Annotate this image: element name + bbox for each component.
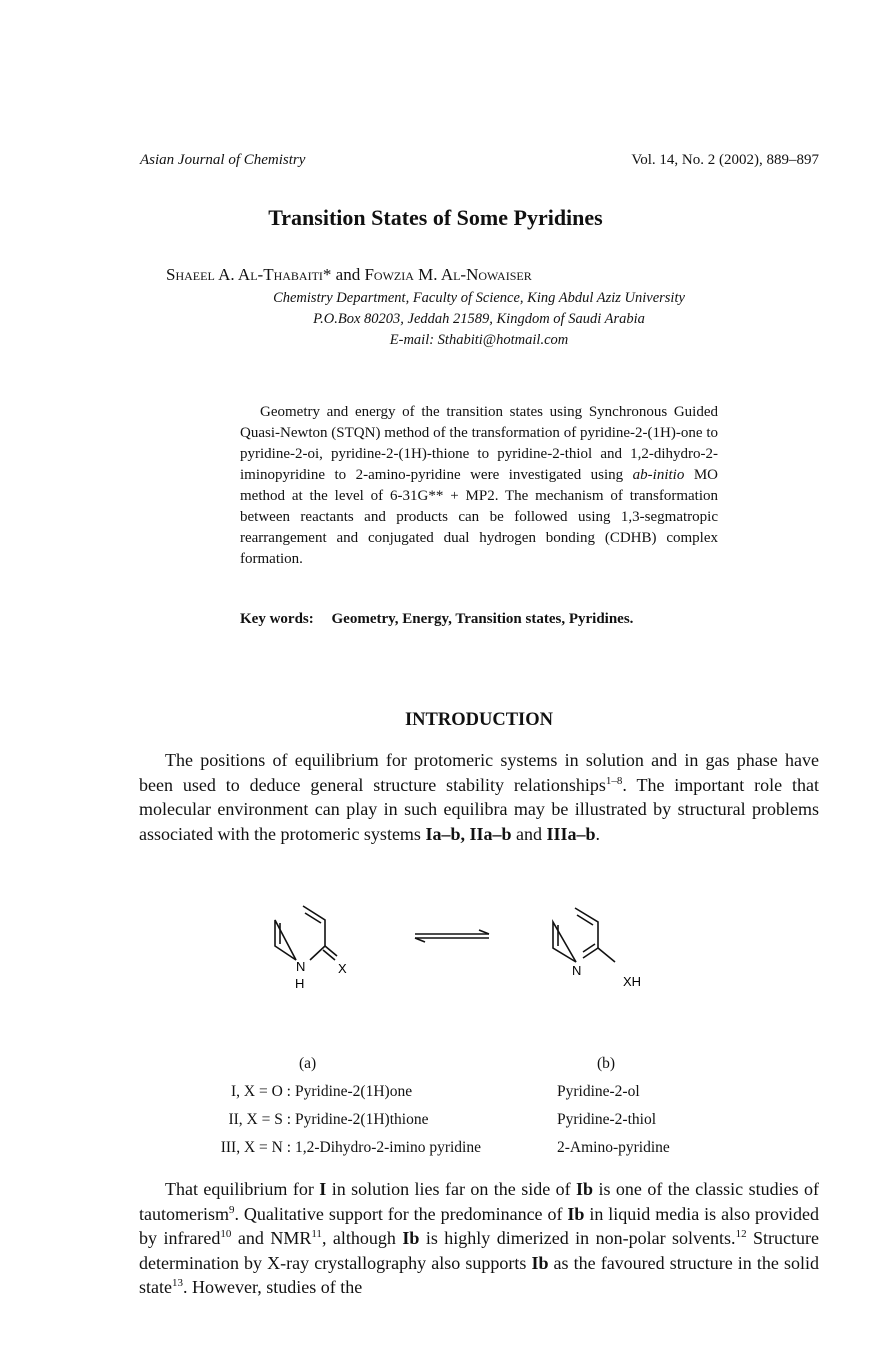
affiliation — [0, 288, 871, 351]
p2-text-3: is one of the classic studies of tautomerism — [139, 1179, 819, 1224]
p2-citation-4: 12 — [735, 1228, 747, 1240]
p2-text-2: in solution lies far on the side of — [326, 1179, 577, 1199]
section-heading: INTRODUCTION — [404, 710, 554, 730]
tautomer-scheme — [265, 898, 665, 998]
table-row-2-a: Pyridine-2(1H)thione — [295, 1111, 429, 1128]
table-row-3-b: 2-Amino-pyridine — [557, 1139, 670, 1156]
p2-bold-4: Ib — [402, 1228, 420, 1248]
volume-info: Vol. 14, No. 2 (2002), 889–897 — [631, 152, 819, 168]
table-row-3-id: III, X = N : — [220, 1139, 291, 1156]
table-row-1-id: I, X = O : — [231, 1083, 291, 1100]
p2-text-6: and NMR — [231, 1228, 312, 1248]
table-row-2-id: II, X = S : — [228, 1111, 291, 1128]
table-row-3-a: 1,2-Dihydro-2-imino pyridine — [295, 1139, 481, 1156]
abstract — [240, 402, 718, 570]
p2-bold-1: I — [319, 1179, 327, 1199]
author-1: Shaeel A. Al-Thabaiti* — [166, 265, 332, 284]
intro-text-5: . — [595, 823, 601, 844]
author-line — [166, 265, 532, 285]
affiliation-email: E-mail: Sthabiti@hotmail.com — [389, 332, 569, 348]
p2-text-1: That equilibrium for — [165, 1179, 320, 1199]
p2-text-4: . Qualitative support for the predominance of — [234, 1203, 568, 1224]
keywords-label: Key words: — [240, 611, 314, 627]
p2-citation-2: 10 — [220, 1228, 232, 1240]
p2-bold-5: Ib — [531, 1252, 549, 1273]
p2-text-8: is highly dimerized in non-polar solvents. — [419, 1228, 736, 1248]
keywords — [240, 611, 633, 628]
p2-citation-3: 11 — [311, 1228, 322, 1240]
right-n-label: N — [572, 963, 582, 978]
intro-bold-3: IIIa–b — [546, 823, 596, 844]
left-n-label: N — [296, 959, 306, 974]
table-col-b-header: (b) — [597, 1055, 616, 1072]
intro-citation-1: 1–8 — [605, 774, 623, 787]
intro-bold-2: IIa–b — [469, 823, 512, 844]
left-h-label: H — [295, 976, 305, 991]
left-x-label: X — [338, 961, 347, 976]
paper-title: Transition States of Some Pyridines — [268, 205, 603, 230]
p2-text-9: Structure determination by X-ray crystallography also supports — [139, 1228, 819, 1273]
affiliation-line-2: P.O.Box 80203, Jeddah 21589, Kingdom of Saudi Arabia — [313, 311, 645, 327]
equilibrium-arrow — [415, 930, 489, 942]
abstract-part-2: MO method at the level of 6-31G** + MP2. The mechanism of transformation between reactants and products can be followed using 1,3-segmatropic rearrangement and conjugated dual hydrogen bonding (CDHB) complex formation. — [240, 467, 718, 567]
affiliation-line-1: Chemistry Department, Faculty of Science, King Abdul Aziz University — [273, 290, 685, 306]
intro-text-4: and — [511, 823, 547, 844]
table-row-2-b: Pyridine-2-thiol — [557, 1111, 657, 1128]
intro-text-2: . The important role that molecular environment can play in such equilibra may be illustrated by structural problems associated with the protomeric systems — [139, 774, 819, 844]
table-row-1-b: Pyridine-2-ol — [557, 1083, 640, 1100]
p2-text-11: . However, studies of the — [183, 1277, 363, 1297]
p2-text-5: in liquid media is also provided by infrared — [139, 1203, 819, 1248]
author-2: Fowzia M. Al-Nowaiser — [364, 265, 532, 284]
body-paragraph-2 — [139, 1177, 819, 1300]
intro-bold-1: Ia–b, — [425, 823, 465, 844]
p2-text-7: , although — [321, 1228, 403, 1248]
intro-paragraph — [139, 748, 819, 846]
p2-text-10: as the favoured structure in the solid state — [139, 1252, 819, 1297]
abstract-part-1: Geometry and energy of the transition states using Synchronous Guided Quasi-Newton (STQN) method of the transformation of pyridine-2-(1H)-one to pyridine-2-oi, pyridine-2-(1H)-thione to pyridine-2-thiol and 1,2-dihydro-2-iminopyridine to 2-amino-pyridine were investigated using — [240, 404, 718, 483]
left-ring-structure — [275, 906, 337, 960]
p2-citation-1: 9 — [228, 1203, 235, 1216]
table-col-a-header: (a) — [299, 1055, 317, 1072]
p2-bold-2: Ib — [576, 1179, 594, 1199]
journal-name: Asian Journal of Chemistry — [140, 152, 306, 168]
abstract-italic: ab-initio — [632, 467, 685, 483]
intro-text-1: The positions of equilibrium for protomeric systems in solution and in gas phase have been used to deduce general structure stability relationships — [139, 750, 819, 795]
p2-bold-3: Ib — [567, 1203, 585, 1224]
right-xh-label: XH — [623, 974, 642, 989]
p2-citation-5: 13 — [172, 1277, 183, 1289]
author-conjunction: and — [335, 265, 361, 284]
keywords-value: Geometry, Energy, Transition states, Pyridines. — [331, 611, 634, 627]
right-ring-structure — [553, 908, 615, 962]
table-row-1-a: Pyridine-2(1H)one — [295, 1083, 413, 1100]
